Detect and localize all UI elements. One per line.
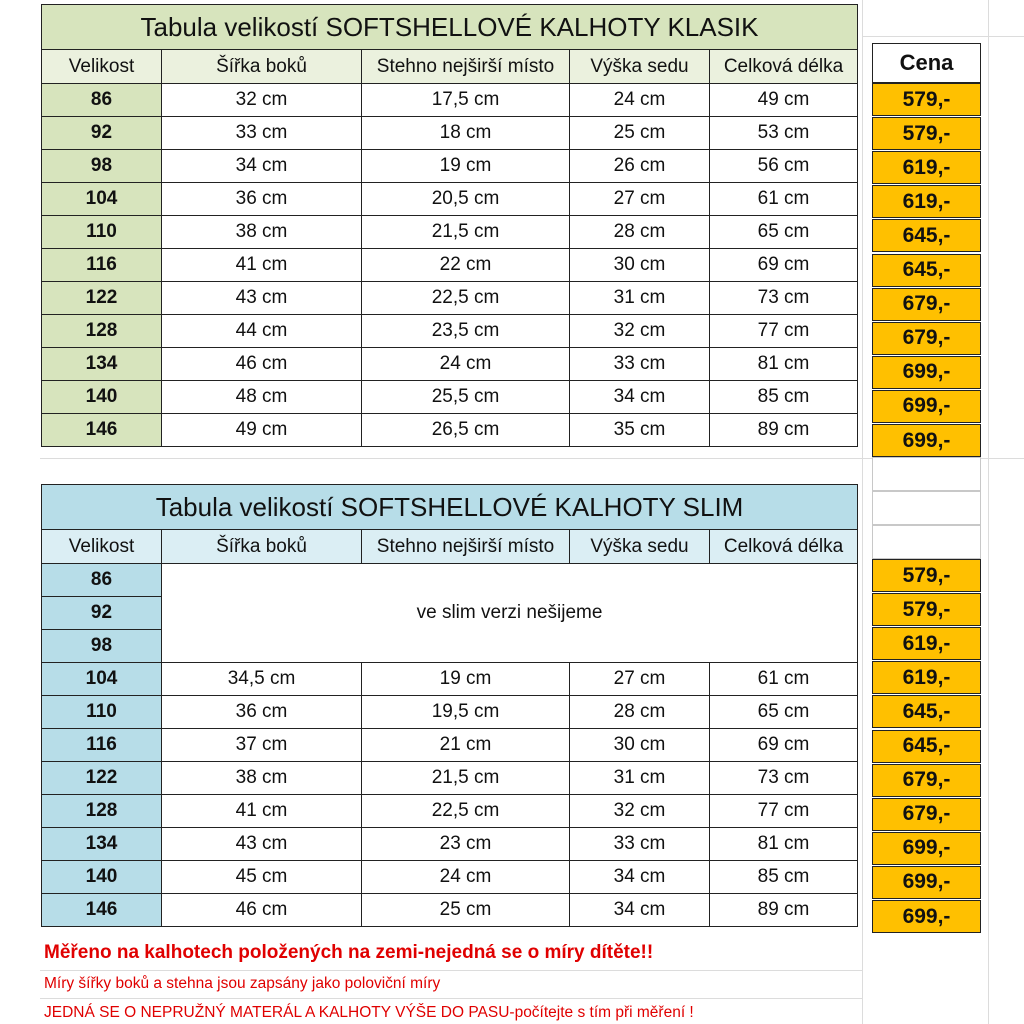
table-row [42,117,858,150]
measure-cell: 33 cm [570,828,710,861]
measure-cell: 49 cm [710,84,858,117]
measure-cell: 27 cm [570,663,710,696]
size-cell: 110 [42,216,162,249]
size-cell: 104 [42,663,162,696]
price-cell: 699,- [872,832,981,865]
table-row [42,381,858,414]
price-cell: 645,- [872,730,981,763]
table-row [42,348,858,381]
klasik-table-title: Tabula velikostí SOFTSHELLOVÉ KALHOTY KLASIK [42,5,858,50]
table-row [42,564,858,597]
measure-cell: 46 cm [162,894,362,927]
price-cell: 699,- [872,424,981,457]
measure-cell: 41 cm [162,795,362,828]
measure-cell: 31 cm [570,762,710,795]
measure-cell: 81 cm [710,828,858,861]
measure-cell: 43 cm [162,828,362,861]
klasik-size-table [41,4,858,447]
measure-cell: 30 cm [570,729,710,762]
measure-cell: 35 cm [570,414,710,447]
measure-cell: 49 cm [162,414,362,447]
measure-cell: 20,5 cm [362,183,570,216]
klasik-title-row [42,5,858,50]
size-cell: 134 [42,348,162,381]
header-velikost: Velikost [42,50,162,84]
measure-cell: 73 cm [710,762,858,795]
table-row [42,696,858,729]
price-cell: 699,- [872,390,981,423]
measure-cell: 43 cm [162,282,362,315]
price-cell: 579,- [872,559,981,592]
measure-cell: 77 cm [710,315,858,348]
table-row [42,150,858,183]
table-row [42,282,858,315]
measure-cell: 37 cm [162,729,362,762]
measure-cell: 53 cm [710,117,858,150]
measure-cell: 34 cm [570,381,710,414]
price-cell: 619,- [872,185,981,218]
measure-cell: 24 cm [570,84,710,117]
measure-cell: 46 cm [162,348,362,381]
size-cell: 122 [42,762,162,795]
header-sirka-boku: Šířka boků [162,530,362,564]
size-cell: 146 [42,414,162,447]
price-cell: 579,- [872,593,981,626]
measure-cell: 26 cm [570,150,710,183]
size-cell: 116 [42,729,162,762]
measure-cell: 89 cm [710,894,858,927]
measure-cell: 81 cm [710,348,858,381]
table-row [42,729,858,762]
size-cell: 140 [42,861,162,894]
size-cell: 92 [42,117,162,150]
price-cell: 679,- [872,798,981,831]
measure-cell: 33 cm [162,117,362,150]
size-cell: 134 [42,828,162,861]
measure-cell: 25,5 cm [362,381,570,414]
measure-cell: 28 cm [570,696,710,729]
measure-cell: 61 cm [710,183,858,216]
price-cell: 699,- [872,900,981,933]
price-cell: 679,- [872,288,981,321]
measure-cell: 65 cm [710,216,858,249]
material-note: JEDNÁ SE O NEPRUŽNÝ MATERÁL A KALHOTY VÝŠE DO PASU-počítejte s tím při měření ! [44,1004,694,1021]
measure-cell: 24 cm [362,861,570,894]
size-cell: 86 [42,84,162,117]
measure-cell: 19,5 cm [362,696,570,729]
header-vyska-sedu: Výška sedu [570,530,710,564]
slim-title-row [42,485,858,530]
measure-cell: 32 cm [570,315,710,348]
measure-cell: 22 cm [362,249,570,282]
size-cell: 140 [42,381,162,414]
table-row [42,894,858,927]
price-cell: 645,- [872,695,981,728]
size-cell: 110 [42,696,162,729]
price-cell: 699,- [872,356,981,389]
header-sirka-boku: Šířka boků [162,50,362,84]
header-stehno: Stehno nejširší místo [362,50,570,84]
price-cell: 619,- [872,661,981,694]
price-cell: 679,- [872,322,981,355]
measure-cell: 56 cm [710,150,858,183]
measure-cell: 25 cm [362,894,570,927]
slim-header-row [42,530,858,564]
table-row [42,84,858,117]
table-row [42,216,858,249]
measure-cell: 25 cm [570,117,710,150]
measure-cell: 21 cm [362,729,570,762]
measure-cell: 31 cm [570,282,710,315]
measure-cell: 41 cm [162,249,362,282]
measure-cell: 17,5 cm [362,84,570,117]
not-made-note: ve slim verzi nešijeme [162,564,858,663]
table-row [42,414,858,447]
measure-cell: 77 cm [710,795,858,828]
size-cell: 128 [42,315,162,348]
measure-cell: 69 cm [710,249,858,282]
measure-cell: 21,5 cm [362,216,570,249]
measure-cell: 38 cm [162,216,362,249]
size-cell: 104 [42,183,162,216]
measure-cell: 61 cm [710,663,858,696]
price-header: Cena [872,43,981,83]
slim-table-title: Tabula velikostí SOFTSHELLOVÉ KALHOTY SLIM [42,485,858,530]
price-column [872,0,981,1024]
measure-cell: 69 cm [710,729,858,762]
size-cell: 92 [42,597,162,630]
header-velikost: Velikost [42,530,162,564]
measure-cell: 34,5 cm [162,663,362,696]
size-cell: 116 [42,249,162,282]
measure-cell: 32 cm [570,795,710,828]
price-cell: 679,- [872,764,981,797]
measure-cell: 89 cm [710,414,858,447]
measure-cell: 36 cm [162,696,362,729]
measure-cell: 36 cm [162,183,362,216]
table-row [42,249,858,282]
measure-cell: 45 cm [162,861,362,894]
measure-cell: 34 cm [570,861,710,894]
measure-cell: 26,5 cm [362,414,570,447]
header-vyska-sedu: Výška sedu [570,50,710,84]
measure-cell: 23,5 cm [362,315,570,348]
measure-cell: 48 cm [162,381,362,414]
measure-cell: 30 cm [570,249,710,282]
size-cell: 86 [42,564,162,597]
price-cell: 619,- [872,151,981,184]
header-stehno: Stehno nejširší místo [362,530,570,564]
empty-cell [872,457,981,491]
size-cell: 98 [42,630,162,663]
price-cell: 579,- [872,117,981,150]
header-celkova-delka: Celková délka [710,50,858,84]
price-cell: 579,- [872,83,981,116]
table-row [42,183,858,216]
measure-cell: 65 cm [710,696,858,729]
measure-cell: 22,5 cm [362,795,570,828]
measure-cell: 24 cm [362,348,570,381]
measure-cell: 22,5 cm [362,282,570,315]
empty-cell [872,491,981,525]
table-row [42,828,858,861]
slim-size-table [41,484,858,927]
measure-cell: 19 cm [362,663,570,696]
price-cell: 619,- [872,627,981,660]
measure-cell: 32 cm [162,84,362,117]
measurement-note: Měřeno na kalhotech položených na zemi-nejedná se o míry dítěte!! [44,942,654,963]
price-cell: 645,- [872,219,981,252]
table-row [42,795,858,828]
header-celkova-delka: Celková délka [710,530,858,564]
price-cell: 699,- [872,866,981,899]
klasik-header-row [42,50,858,84]
table-row [42,762,858,795]
size-cell: 122 [42,282,162,315]
measure-cell: 28 cm [570,216,710,249]
measure-cell: 18 cm [362,117,570,150]
measure-cell: 85 cm [710,381,858,414]
size-cell: 146 [42,894,162,927]
measure-cell: 34 cm [570,894,710,927]
table-row [42,861,858,894]
table-row [42,315,858,348]
measure-cell: 33 cm [570,348,710,381]
measure-cell: 19 cm [362,150,570,183]
empty-cell [872,525,981,559]
measure-cell: 27 cm [570,183,710,216]
measure-cell: 23 cm [362,828,570,861]
measure-cell: 73 cm [710,282,858,315]
size-cell: 98 [42,150,162,183]
measure-cell: 34 cm [162,150,362,183]
half-measure-note: Míry šířky boků a stehna jsou zapsány jako poloviční míry [44,975,441,992]
size-cell: 128 [42,795,162,828]
measure-cell: 21,5 cm [362,762,570,795]
measure-cell: 38 cm [162,762,362,795]
price-cell: 645,- [872,254,981,287]
table-row [42,663,858,696]
measure-cell: 85 cm [710,861,858,894]
measure-cell: 44 cm [162,315,362,348]
